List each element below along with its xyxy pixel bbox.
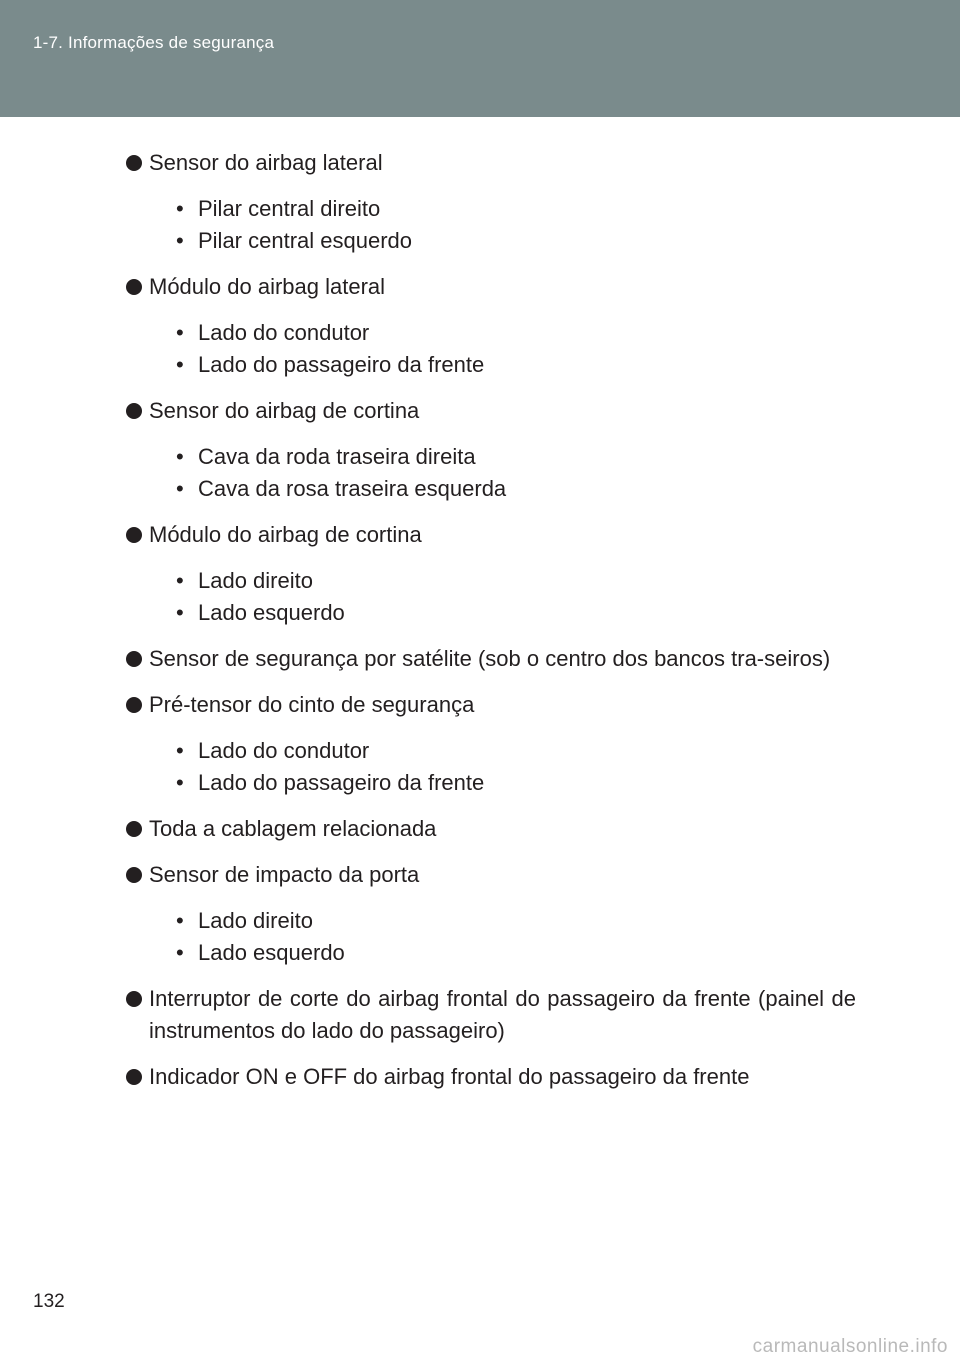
bullet-dot-icon [126, 279, 142, 295]
sub-item [149, 905, 856, 937]
bullet-icon: • [176, 196, 184, 221]
item-text: Módulo do airbag de cortina [149, 522, 422, 547]
item-text: Toda a cablagem relacionada [149, 816, 437, 841]
sub-item [149, 565, 856, 597]
sub-item [149, 441, 856, 473]
list-item [126, 271, 856, 381]
sub-item [149, 767, 856, 799]
section-title: 1-7. Informações de segurança [33, 33, 275, 52]
bullet-icon: • [176, 600, 184, 625]
item-text: Indicador ON e OFF do airbag frontal do passageiro da frente [149, 1064, 750, 1089]
sub-item-text: Lado esquerdo [198, 600, 345, 625]
item-text: Sensor do airbag de cortina [149, 398, 420, 423]
item-text: Sensor do airbag lateral [149, 150, 383, 175]
sub-item [149, 193, 856, 225]
sub-item [149, 735, 856, 767]
list-item [126, 1061, 856, 1093]
item-text: Módulo do airbag lateral [149, 274, 386, 299]
sub-item-text: Lado esquerdo [198, 940, 345, 965]
bullet-dot-icon [126, 651, 142, 667]
sub-item-text: Lado direito [198, 568, 313, 593]
sub-item-text: Cava da roda traseira direita [198, 444, 476, 469]
sub-item-text: Cava da rosa traseira esquerda [198, 476, 507, 501]
sub-list [149, 193, 856, 257]
sub-item [149, 473, 856, 505]
sub-item [149, 317, 856, 349]
sub-item-text: Lado do condutor [198, 320, 370, 345]
sub-list [149, 441, 856, 505]
sub-item-text: Pilar central direito [198, 196, 381, 221]
item-text: Interruptor de corte do airbag frontal do passageiro da frente (painel de instrumentos do lado do passageiro) [149, 986, 856, 1043]
watermark: carmanualsonline.info [752, 1336, 948, 1357]
sub-list [149, 735, 856, 799]
bullet-dot-icon [126, 1069, 142, 1085]
bullet-icon: • [176, 320, 184, 345]
sub-item [149, 937, 856, 969]
bullet-icon: • [176, 444, 184, 469]
bullet-icon: • [176, 476, 184, 501]
bullet-icon: • [176, 770, 184, 795]
bullet-dot-icon [126, 155, 142, 171]
sub-item [149, 349, 856, 381]
bullet-icon: • [176, 568, 184, 593]
sub-list [149, 565, 856, 629]
item-text: Sensor de impacto da porta [149, 862, 420, 887]
sub-item-text: Pilar central esquerdo [198, 228, 413, 253]
bullet-dot-icon [126, 991, 142, 1007]
list-item [126, 147, 856, 257]
bullet-dot-icon [126, 697, 142, 713]
bullet-dot-icon [126, 527, 142, 543]
header-bar [0, 0, 960, 117]
list-item [126, 395, 856, 505]
bullet-icon: • [176, 738, 184, 763]
sub-list [149, 317, 856, 381]
sub-item [149, 597, 856, 629]
bullet-dot-icon [126, 403, 142, 419]
bullet-dot-icon [126, 867, 142, 883]
sub-item-text: Lado do passageiro da frente [198, 352, 485, 377]
bullet-dot-icon [126, 821, 142, 837]
bullet-icon: • [176, 228, 184, 253]
bullet-icon: • [176, 908, 184, 933]
sub-list [149, 905, 856, 969]
sub-item-text: Lado direito [198, 908, 313, 933]
list-item [126, 813, 856, 845]
sub-item [149, 225, 856, 257]
bullet-icon: • [176, 940, 184, 965]
list-item [126, 859, 856, 969]
item-text: Sensor de segurança por satélite (sob o centro dos bancos tra-seiros) [149, 646, 831, 671]
list-item [126, 983, 856, 1047]
component-list [126, 147, 856, 1107]
sub-item-text: Lado do condutor [198, 738, 370, 763]
bullet-icon: • [176, 352, 184, 377]
item-text: Pré-tensor do cinto de segurança [149, 692, 475, 717]
page-number: 132 [33, 1291, 65, 1312]
list-item [126, 643, 856, 675]
sub-item-text: Lado do passageiro da frente [198, 770, 485, 795]
list-item [126, 689, 856, 799]
list-item [126, 519, 856, 629]
